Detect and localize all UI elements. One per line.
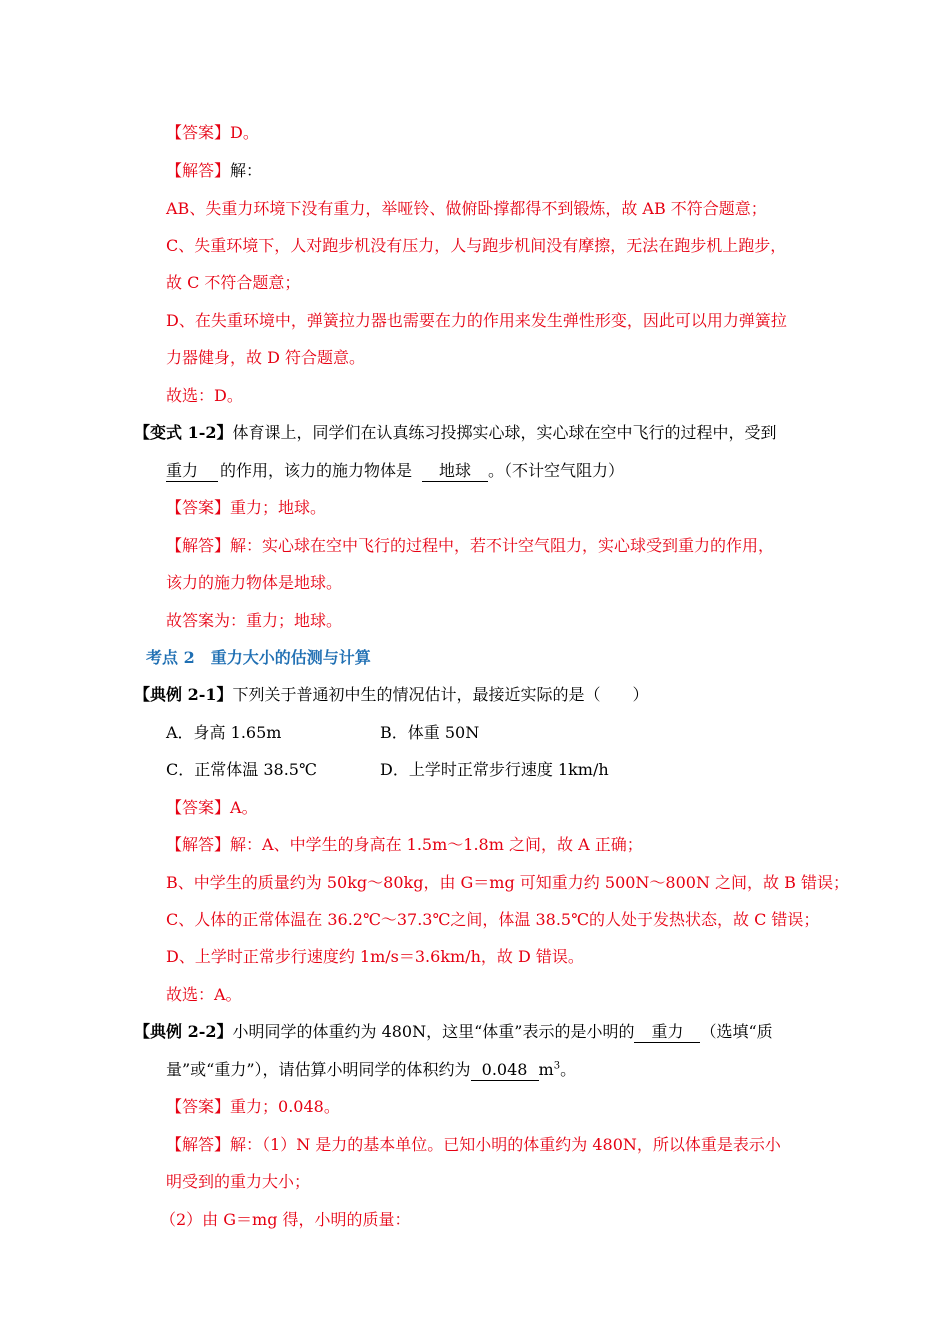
answer-line xyxy=(166,1096,340,1118)
analysis-text: 该力的施力物体是地球。 xyxy=(166,573,343,592)
analysis-label: 【解答】 xyxy=(166,161,231,180)
answer-blank: 重力 xyxy=(634,1022,700,1043)
answer-blank: 地球 xyxy=(422,461,488,482)
answer-line xyxy=(166,497,326,519)
stem-text: 的作用，该力的施力物体是 xyxy=(220,461,413,480)
stem-text: 。 xyxy=(560,1060,577,1079)
unit-superscript: 3 xyxy=(553,1060,561,1072)
option-c: C．正常体温 38.5℃ xyxy=(166,760,317,779)
question-stem xyxy=(134,422,777,444)
question-tag: 【典例 2-2】 xyxy=(134,1022,233,1041)
analysis-lead: 解： xyxy=(230,161,263,180)
analysis-text: C、人体的正常体温在 36.2℃～37.3℃之间，体温 38.5℃的人处于发热状态，故 C 错误； xyxy=(166,910,820,929)
analysis-text: 解：（1）N 是力的基本单位。已知小明的体重约为 480N，所以体重是表示小 xyxy=(230,1135,781,1154)
option-d: D．上学时正常步行速度 1km/h xyxy=(380,760,609,779)
analysis-label: 【解答】 xyxy=(166,536,231,555)
stem-text: 。（不计空气阻力） xyxy=(488,461,625,480)
question-stem xyxy=(134,1021,773,1043)
section-title: 重力大小的估测与计算 xyxy=(210,648,371,667)
option-a: A．身高 1.65m xyxy=(166,723,282,742)
question-stem xyxy=(166,1059,576,1081)
analysis-label: 【解答】 xyxy=(166,1135,231,1154)
analysis-text: （2）由 G＝mg 得，小明的质量： xyxy=(160,1210,411,1229)
analysis-line xyxy=(166,160,262,182)
answer-value: D。 xyxy=(230,123,259,142)
analysis-text: 力器健身，故 D 符合题意。 xyxy=(166,348,366,367)
stem-text: 下列关于普通初中生的情况估计，最接近实际的是（ ） xyxy=(232,685,649,704)
answer-label: 【答案】 xyxy=(166,498,231,517)
conclusion-text: 故选：A。 xyxy=(166,985,242,1004)
question-stem xyxy=(134,684,649,706)
answer-value: 重力；0.048。 xyxy=(230,1097,340,1116)
answer-line xyxy=(166,797,258,819)
conclusion-text: 故答案为：重力；地球。 xyxy=(166,611,343,630)
question-tag: 【典例 2-1】 xyxy=(134,685,233,704)
analysis-text: B、中学生的质量约为 50kg～80kg，由 G＝mg 可知重力约 500N～800N 之间，故 B 错误； xyxy=(166,873,849,892)
answer-blank: 0.048 xyxy=(471,1060,539,1081)
stem-text: 小明同学的体重约为 480N，这里“体重”表示的是小明的 xyxy=(232,1022,635,1041)
answer-blank: 重力 xyxy=(166,461,218,482)
unit-text: m xyxy=(538,1060,554,1079)
analysis-text: D、在失重环境中，弹簧拉力器也需要在力的作用来发生弹性形变，因此可以用力弹簧拉 xyxy=(166,311,787,330)
analysis-line xyxy=(166,535,774,557)
question-tag: 【变式 1-2】 xyxy=(134,423,233,442)
question-stem xyxy=(166,460,624,482)
conclusion-text: 故选：D。 xyxy=(166,386,243,405)
analysis-line xyxy=(166,834,643,856)
option-b: B．体重 50N xyxy=(380,723,480,742)
answer-label: 【答案】 xyxy=(166,1097,231,1116)
answer-label: 【答案】 xyxy=(166,798,231,817)
analysis-text: D、上学时正常步行速度约 1m/s＝3.6km/h，故 D 错误。 xyxy=(166,947,584,966)
analysis-text: AB、失重力环境下没有重力，举哑铃、做俯卧撑都得不到锻炼，故 AB 不符合题意； xyxy=(166,199,767,218)
analysis-text: 明受到的重力大小； xyxy=(166,1172,311,1191)
analysis-text: 解：实心球在空中飞行的过程中，若不计空气阻力，实心球受到重力的作用， xyxy=(230,536,775,555)
answer-line xyxy=(166,122,259,144)
section-number: 考点 2 xyxy=(146,648,195,667)
analysis-text: 故 C 不符合题意； xyxy=(166,273,301,292)
answer-value: A。 xyxy=(230,798,258,817)
analysis-line xyxy=(166,1134,781,1156)
stem-text: 体育课上，同学们在认真练习投掷实心球，实心球在空中飞行的过程中，受到 xyxy=(232,423,777,442)
stem-text: （选填“质 xyxy=(700,1022,773,1041)
section-heading xyxy=(146,647,371,669)
answer-value: 重力；地球。 xyxy=(230,498,327,517)
stem-text: 量”或“重力”），请估算小明同学的体积约为 xyxy=(166,1060,471,1079)
analysis-label: 【解答】 xyxy=(166,835,231,854)
analysis-text: C、失重环境下，人对跑步机没有压力，人与跑步机间没有摩擦，无法在跑步机上跑步， xyxy=(166,236,787,255)
answer-label: 【答案】 xyxy=(166,123,231,142)
analysis-text: 解：A、中学生的身高在 1.5m～1.8m 之间，故 A 正确； xyxy=(230,835,643,854)
